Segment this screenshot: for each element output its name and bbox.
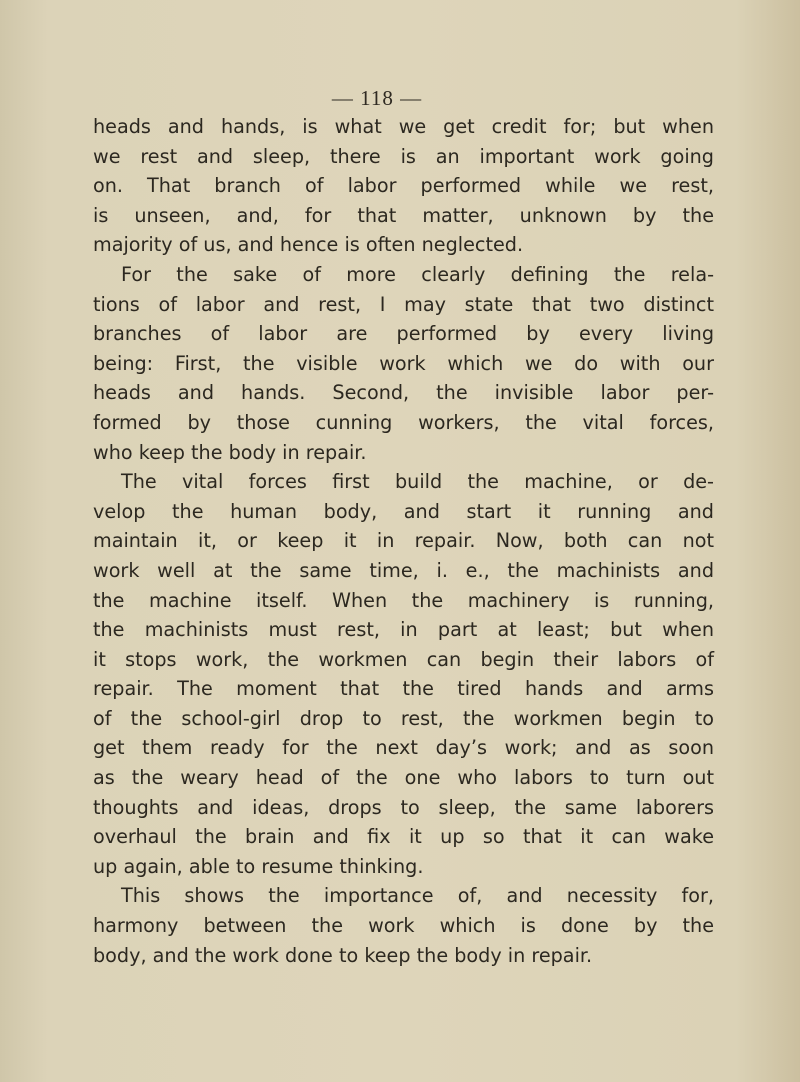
text-line: who keep the body in repair. — [93, 440, 367, 464]
text-line: get them ready for the next day’s work; and as soon — [93, 736, 714, 760]
text-line: The vital forces first build the machine, or de- — [121, 470, 714, 494]
text-line: up again, able to resume thinking. — [93, 854, 424, 878]
text-line: majority of us, and hence is often neglected. — [93, 233, 524, 257]
text-line: the machine itself. When the machinery is running, — [93, 588, 714, 612]
text-line: body, and the work done to keep the body in repair. — [93, 943, 593, 967]
text-line: maintain it, or keep it in repair. Now, both can not — [93, 529, 714, 553]
text-line: For the sake of more clearly defining the rela- — [121, 262, 714, 286]
text-line: on. That branch of labor performed while we rest, — [93, 174, 714, 198]
text-line: overhaul the brain and fix it up so that it can wake — [93, 825, 714, 849]
page-number: — 118 — — [331, 86, 423, 110]
text-line: formed by those cunning workers, the vital forces, — [93, 410, 714, 434]
text-line: heads and hands, is what we get credit for; but when — [93, 115, 714, 138]
text-line: heads and hands. Second, the invisible labor per- — [93, 381, 714, 405]
text-line: being: First, the visible work which we do with our — [93, 351, 714, 375]
text-line: repair. The moment that the tired hands and arms — [93, 677, 714, 701]
text-line: branches of labor are performed by every living — [93, 322, 714, 346]
text-line: tions of labor and rest, I may state that two distinct — [93, 292, 714, 316]
text-line: work well at the same time, i. e., the machinists and — [93, 558, 714, 582]
text-line: as the weary head of the one who labors to turn out — [93, 766, 714, 790]
text-line: is unseen, and, for that matter, unknown by the — [93, 203, 714, 227]
text-line: This shows the importance of, and necessity for, — [121, 884, 714, 908]
text-line: it stops work, the workmen can begin their labors of — [93, 647, 714, 671]
text-line: thoughts and ideas, drops to sleep, the same laborers — [93, 795, 714, 819]
text-line: the machinists must rest, in part at least; but when — [93, 618, 714, 642]
text-line: of the school-girl drop to rest, the workmen begin to — [93, 706, 714, 730]
body-text — [93, 112, 714, 970]
text-line: velop the human body, and start it running and — [93, 499, 714, 523]
text-line: harmony between the work which is done by the — [93, 914, 714, 938]
text-line: we rest and sleep, there is an important work going — [93, 144, 714, 168]
